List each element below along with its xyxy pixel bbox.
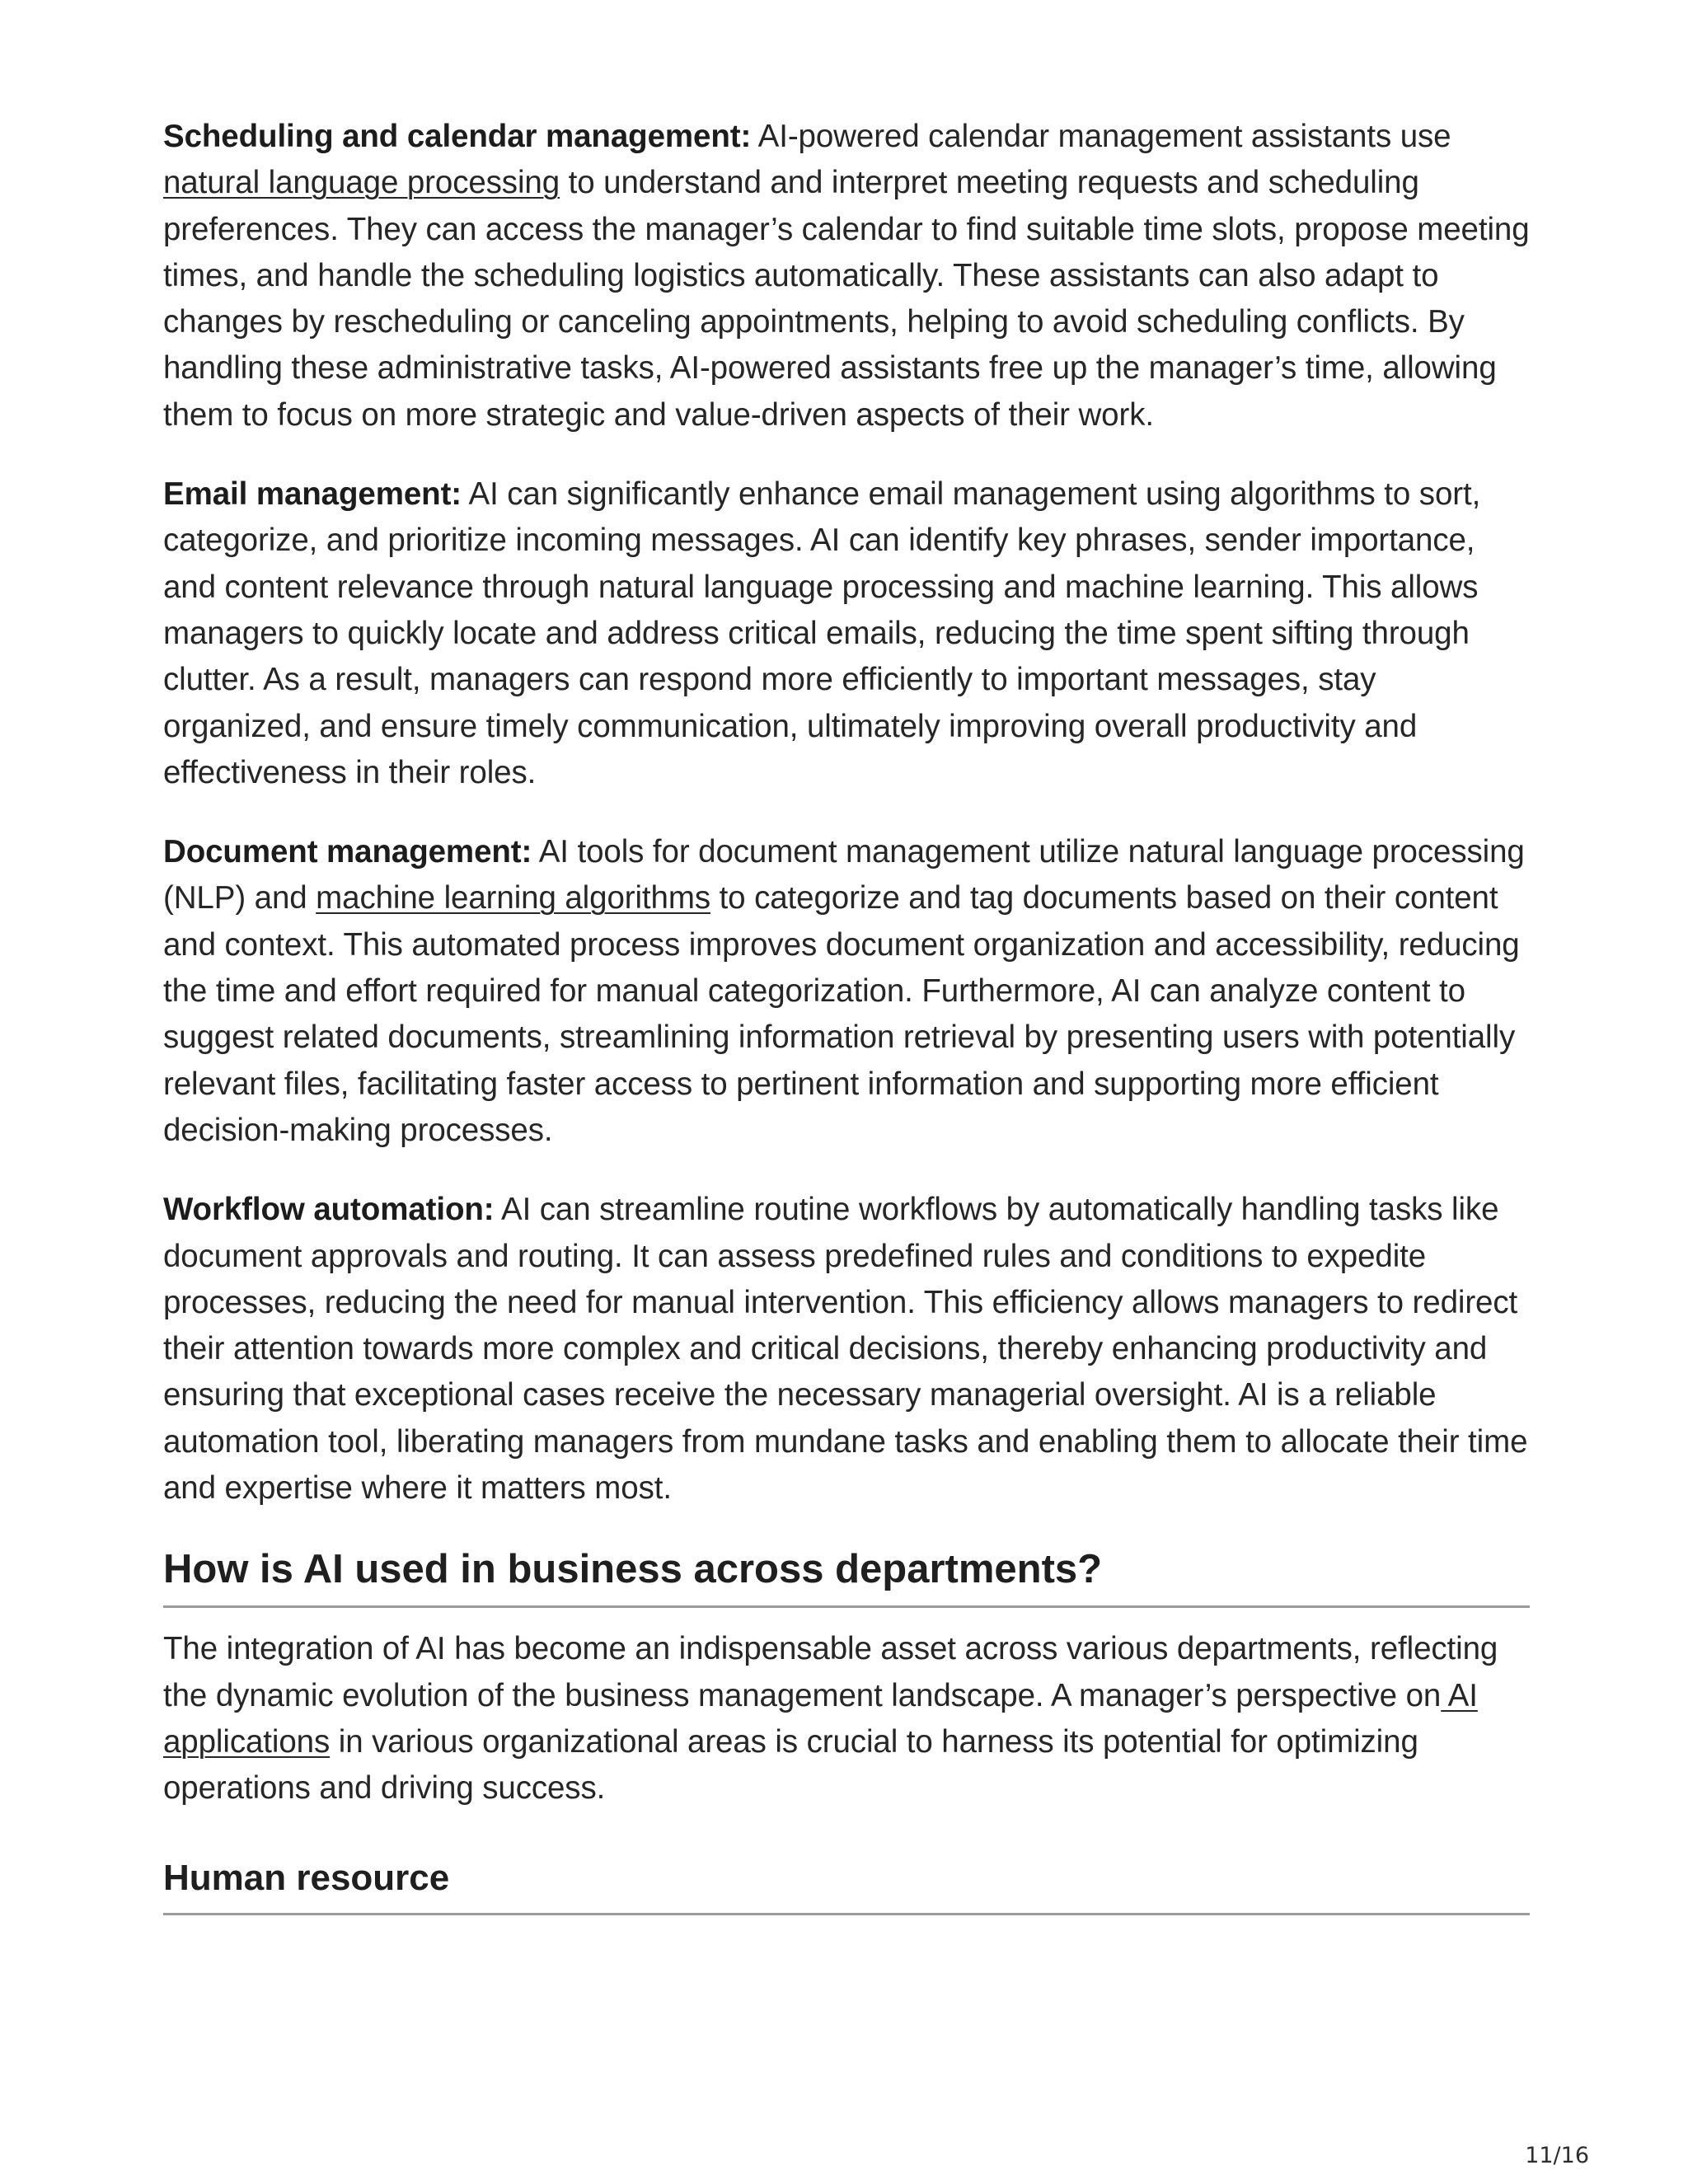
paragraph-text: AI-powered calendar management assistants use bbox=[751, 119, 1451, 154]
paragraph-text: AI tools for document management utilize natural language processing (NLP) and bbox=[163, 834, 1525, 916]
paragraph-text: in various organizational areas is crucial to harness its potential for optimizing operations and driving success. bbox=[163, 1723, 1418, 1807]
paragraph-text: AI can significantly enhance email management using algorithms to sort, categorize, and prioritize incoming messages. AI can identify key phrases, sender importance, and content relevance through natural language processing and machine learning. This allows managers to quickly locate and address critical emails, reducing the time spent sifting through clutter. As a result, managers can respond more efficiently to important messages, stay organized, and ensure timely communication, ultimately improving overall productivity and effectiveness in their roles. bbox=[163, 476, 1481, 790]
paragraph-lead-heading: Document management: bbox=[163, 834, 532, 870]
document-page bbox=[163, 114, 1530, 1915]
paragraph-text: AI can streamline routine workflows by automatically handling tasks like document approvals and routing. It can assess predefined rules and conditions to expedite processes, reducing the need for manual intervention. This efficiency allows managers to redirect their attention towards more complex and critical decisions, thereby enhancing productivity and ensuring that exceptional cases receive the necessary managerial oversight. AI is a reliable automation tool, liberating managers from mundane tasks and enabling them to allocate their time and expertise where it matters most. bbox=[163, 1192, 1528, 1507]
body-paragraph bbox=[163, 114, 1530, 438]
paragraph-text: to categorize and tag documents based on their content and context. This automated process improves document organization and accessibility, reducing the time and effort required for manual categorization. Furthermore, AI can analyze content to suggest related documents, streamlining information retrieval by presenting users with potentially relevant files, facilitating faster access to pertinent information and supporting more efficient decision-making processes. bbox=[163, 880, 1520, 1148]
section-intro-paragraph bbox=[163, 1626, 1530, 1811]
section-heading: How is AI used in business across departments? bbox=[163, 1544, 1530, 1608]
body-paragraph bbox=[163, 829, 1530, 1154]
subsection-heading: Human resource bbox=[163, 1855, 1530, 1915]
paragraph-lead-heading: Workflow automation: bbox=[163, 1192, 495, 1228]
inline-link[interactable]: natural language processing bbox=[163, 165, 560, 201]
body-paragraph bbox=[163, 471, 1530, 796]
inline-link[interactable]: AI applications bbox=[163, 1677, 1478, 1760]
paragraph-text: to understand and interpret meeting requests and scheduling preferences. They can access the manager’s calendar to find suitable time slots, propose meeting times, and handle the scheduling logistics automatically. These assistants can also adapt to changes by rescheduling or canceling appointments, helping to avoid scheduling conflicts. By handling these administrative tasks, AI-powered assistants free up the manager’s time, allowing them to focus on more strategic and value-driven aspects of their work. bbox=[163, 165, 1530, 433]
body-paragraph bbox=[163, 1187, 1530, 1511]
paragraph-lead-heading: Scheduling and calendar management: bbox=[163, 119, 752, 154]
paragraph-list bbox=[163, 114, 1530, 1511]
page-number: 11/16 bbox=[1525, 2143, 1589, 2168]
paragraph-lead-heading: Email management: bbox=[163, 476, 462, 513]
inline-link[interactable]: machine learning algorithms bbox=[316, 880, 710, 916]
paragraph-text: The integration of AI has become an indispensable asset across various departments, reflecting the dynamic evolution of the business management landscape. A manager’s perspective on bbox=[163, 1631, 1498, 1713]
